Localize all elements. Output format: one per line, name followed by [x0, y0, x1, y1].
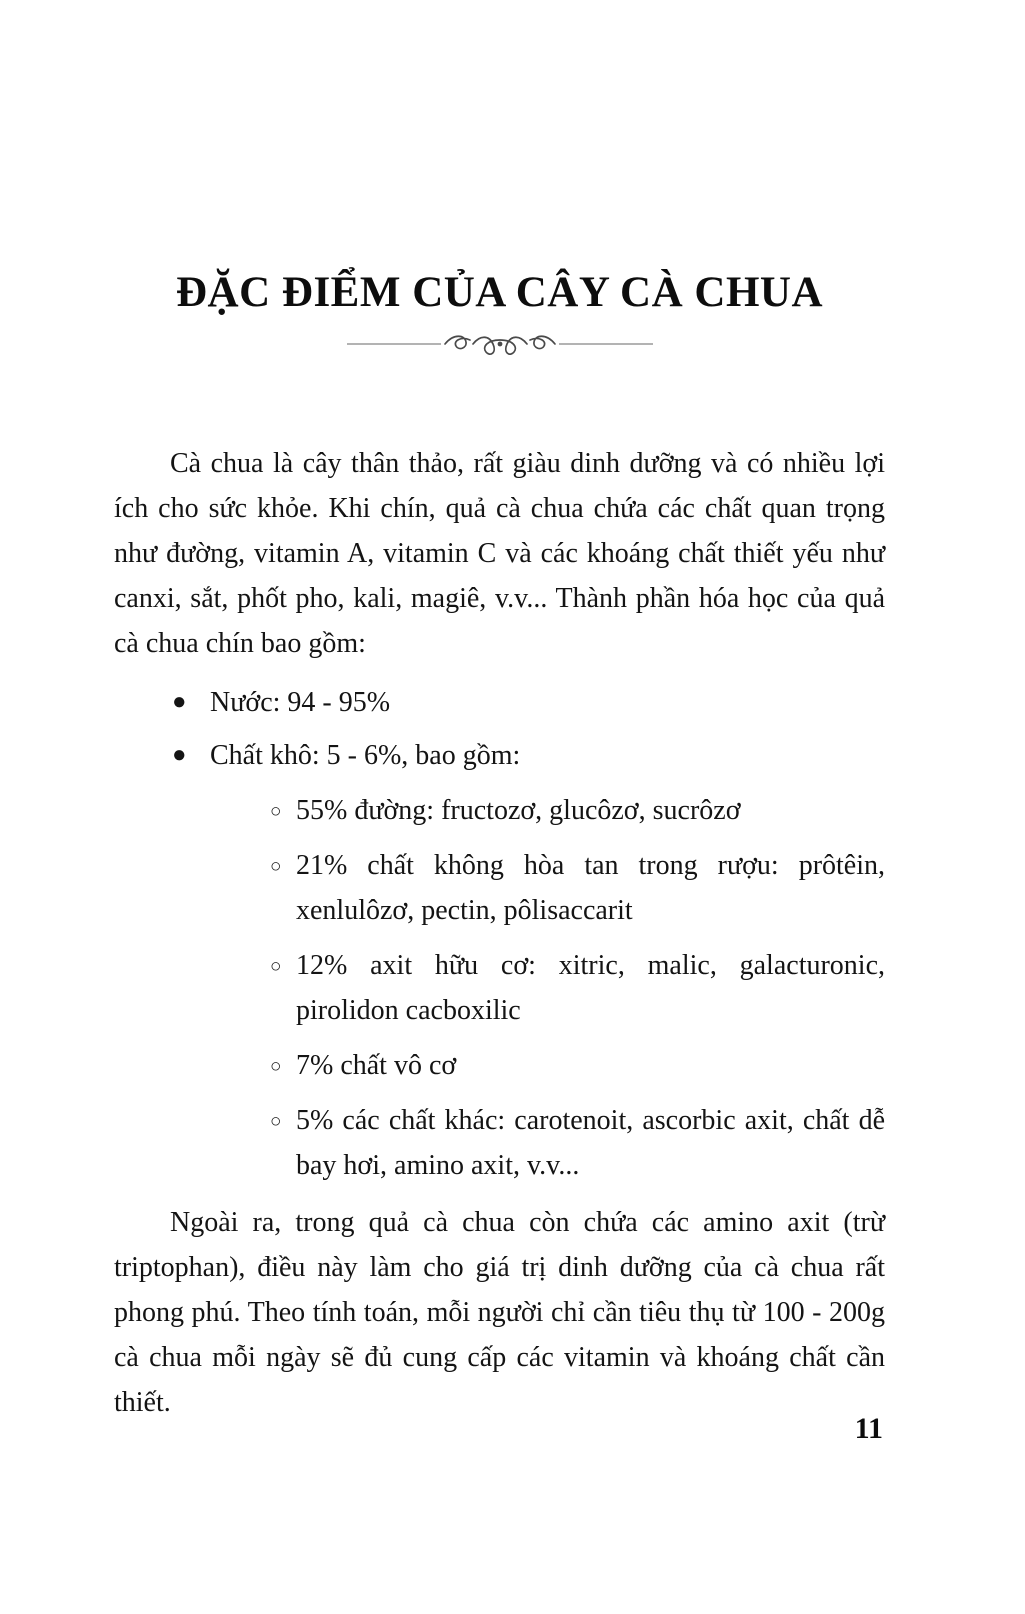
- intro-paragraph: Cà chua là cây thân thảo, rất giàu dinh dưỡng và có nhiều lợi ích cho sức khỏe. Khi chín, quả cà chua chứa các chất quan trọng như đường, vitamin A, vitamin C và các khoáng chất thiết yếu như canxi, sắt, phốt pho, kali, magiê, v.v... Thành phần hóa học của quả cà chua chín bao gồm:: [114, 448, 885, 660]
- page-title: ĐẶC ĐIỂM CỦA CÂY CÀ CHUA: [175, 269, 824, 316]
- list-item: [114, 733, 885, 778]
- list-item: [114, 943, 885, 1033]
- list-item: [114, 680, 885, 725]
- composition-list: [114, 680, 885, 778]
- circle-bullet-icon: ○: [270, 801, 282, 823]
- list-item-text: Nước: 94 - 95%: [210, 687, 391, 719]
- list-item: [114, 843, 885, 933]
- bullet-icon: ●: [172, 742, 187, 769]
- list-item-text: 7% chất vô cơ: [296, 1050, 457, 1082]
- list-item-text: 5% các chất khác: carotenoit, ascorbic axit, chất dễ bay hơi, amino axit, v.v...: [296, 1105, 885, 1182]
- circle-bullet-icon: ○: [270, 1111, 282, 1133]
- page-number: 11: [854, 1412, 883, 1445]
- bullet-icon: ●: [172, 689, 187, 716]
- list-item-text: 12% axit hữu cơ: xitric, malic, galacturonic, pirolidon cacboxilic: [296, 950, 885, 1027]
- circle-bullet-icon: ○: [270, 956, 282, 978]
- list-item: [114, 1098, 885, 1188]
- list-item: [114, 1043, 885, 1088]
- closing-paragraph: Ngoài ra, trong quả cà chua còn chứa các amino axit (trừ triptophan), điều này làm cho giá trị dinh dưỡng của cà chua rất phong phú. Theo tính toán, mỗi người chỉ cần tiêu thụ từ 100 - 200g cà chua mỗi ngày sẽ đủ cung cấp các vitamin và khoáng chất cần thiết.: [114, 1207, 885, 1419]
- list-item-text: Chất khô: 5 - 6%, bao gồm:: [210, 740, 521, 772]
- circle-bullet-icon: ○: [270, 1056, 282, 1078]
- dry-matter-sublist: [114, 788, 885, 1188]
- list-item-text: 55% đường: fructozơ, glucôzơ, sucrôzơ: [296, 795, 741, 827]
- list-item: [114, 788, 885, 833]
- list-item-text: 21% chất không hòa tan trong rượu: prôtêin, xenlulôzơ, pectin, pôlisaccarit: [296, 850, 885, 927]
- circle-bullet-icon: ○: [270, 856, 282, 878]
- divider-flourish-icon: [345, 331, 655, 357]
- ornamental-divider: [114, 331, 885, 357]
